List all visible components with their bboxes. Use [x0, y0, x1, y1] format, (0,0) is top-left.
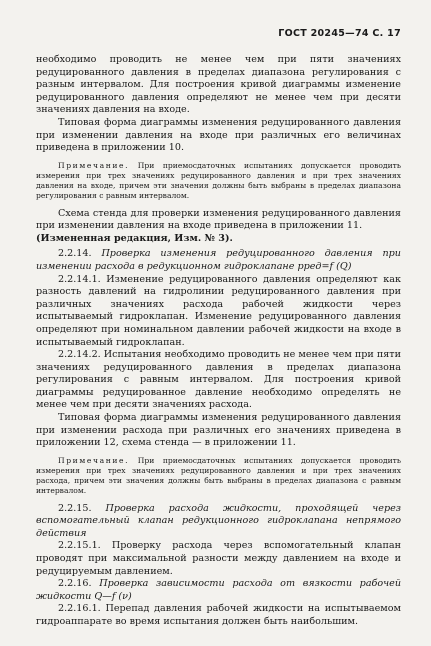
section-heading	[36, 248, 401, 273]
running-head: ГОСТ 20245—74 С. 17	[278, 28, 401, 39]
note	[36, 456, 401, 497]
paragraph: 2.2.15.1. Проверку расхода через вспомогательный клапан проводят при максимальной разности между давлением на входе и редуцируемым давлением.	[36, 540, 401, 577]
note-text: При приемосдаточных испытаниях допускается проводить измерения при трех значениях редуцированного давления и при трех значениях давления на входе, причем эти значения должны быть выбраны в пределах диапазона регулирования с равным интервалом.	[36, 160, 401, 201]
paragraph: 2.2.16.1. Перепад давления рабочей жидкости на испытываемом гидроаппарате во время испытания должен быть наибольшим.	[36, 603, 401, 627]
page-body	[36, 54, 401, 629]
section-heading	[36, 578, 401, 603]
paragraph: необходимо проводить не менее чем при пяти значениях редуцированного давления в пределах диапазона регулирования с разным интервалом. Для построения кривой диаграммы изменение редуцированного давления определяют не менее чем при десяти значениях давления на входе.	[36, 54, 401, 116]
section-title: Проверка расхода жидкости, проходящей через вспомогательный клапан редукционного гидроклапана непрямого действия	[36, 502, 401, 539]
section-title: Проверка зависимости расхода от вязкости рабочей жидкости Q—f (ν)	[36, 578, 401, 602]
note	[36, 161, 401, 202]
section-number: 2.2.14.	[58, 248, 92, 260]
note-text: При приемосдаточных испытаниях допускается проводить измерения при трех значениях редуцированного давления и при трех значениях расхода, причем эти значения должны быть выбраны в пределах диапазона с равным интервалом.	[36, 455, 401, 496]
paragraph-text: Схема стенда для проверки изменения редуцированного давления при изменении давления на входе приведена в приложении 11.	[36, 207, 401, 232]
section-heading	[36, 503, 401, 541]
section-number: 2.2.16.	[58, 578, 92, 590]
note-label: Примечание.	[58, 455, 130, 465]
paragraph: 2.2.14.1. Изменение редуцированного давления определяют как разность давлений на гидролинии редуцированного давления при различных значениях расхода рабочей жидкости через испытываемый гидроклапан. Изменение редуцированного давления определяют при номинальном давлении рабочей жидкости на входе в испытываемый гидроклапан.	[36, 273, 401, 348]
paragraph: Типовая форма диаграммы изменения редуцированного давления при изменении расхода при различных его значениях приведена в приложении 12, схема стенда — в приложении 11.	[36, 412, 401, 449]
section-title: Проверка изменения редуцированного давления при изменении расхода в редукционном гидроклапане pред=f (Q)	[36, 248, 401, 272]
amendment-note: (Измененная редакция, Изм. № 3).	[36, 232, 233, 244]
paragraph: Типовая форма диаграммы изменения редуцированного давления при изменении давления на входе при различных его величинах приведена в приложении 10.	[36, 116, 401, 154]
paragraph	[36, 208, 401, 246]
paragraph: 2.2.14.2. Испытания необходимо проводить не менее чем при пяти значениях редуцированного давления в пределах диапазона регулирования с равным интервалом. Для построения кривой диаграммы редуцированное давление необходимо определять не менее чем при десяти значениях расхода.	[36, 349, 401, 411]
note-label: Примечание.	[58, 160, 130, 170]
section-number: 2.2.15.	[58, 502, 92, 514]
